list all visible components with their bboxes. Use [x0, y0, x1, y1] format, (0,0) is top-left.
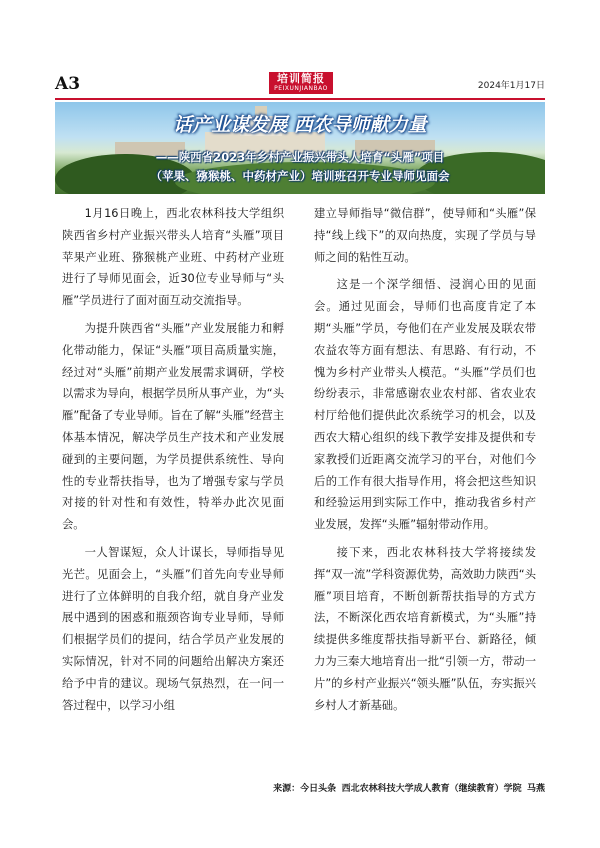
masthead-title: 培训简报 — [277, 72, 325, 85]
article-column-left — [62, 203, 284, 716]
article-paragraph: 为提升陕西省“头雁”产业发展能力和孵化带动能力，保证“头雁”项目高质量实施，经过对“头雁”前期产业发展需求调研，学校以需求为导向，根据学员所从事产业，为“头雁”配备了专业导师。旨在了解“头雁”经营主体基本情况，解决学员生产技术和产业发展碰到的主要问题，为学员提供系统性、导向性的专业帮扶指导，也为了增强专家与学员对接的针对性和有效性，特举办此次见面会。 — [62, 321, 284, 532]
source-credit: 来源：今日头条 西北农林科技大学成人教育（继续教育）学院 马燕 — [273, 784, 545, 794]
article-paragraph: 建立导师指导“微信群”，使导师和“头雁”保持“线上线下”的双向热度，实现了学员与导师之间的粘性互动。 — [314, 207, 536, 264]
article-paragraph: 一人智谋短，众人计谋长，导师指导见光芒。见面会上，“头雁”们首先向专业导师进行了立体鲜明的自我介绍，就自身产业发展中遇到的困惑和瓶颈咨询专业导师，导师们根据学员们的提问，结合学员产业发展的实际情况，针对不同的问题给出解决方案还给予中肯的建议。现场气氛热烈，在一问一答过程中，以学习小组 — [62, 545, 284, 712]
article-paragraph: 这是一个深学细悟、浸润心田的见面会。通过见面会，导师们也高度肯定了本期“头雁”学员，夸他们在产业发展及联农带农益农等方面有想法、有思路、有行动，不愧为乡村产业带头人模范。“头雁”学员们也纷纷表示，非常感谢农业农村部、省农业农村厅给他们提供此次系统学习的机会，以及西农大精心组织的线下教学安排及提供和专家教授们近距离交流学习的平台，对他们今后的工作有很大指导作用，将会把这些知识和经验运用到实际工作中，推动我省乡村产业发展，发挥“头雁”辐射带动作用。 — [314, 278, 536, 532]
page-number: A3 — [55, 74, 81, 94]
article-column-right — [314, 203, 536, 716]
headline-banner — [55, 102, 545, 194]
article-paragraph: 接下来，西北农林科技大学将接续发挥“双一流”学科资源优势，高效助力陕西“头雁”项目培育，不断创新帮扶指导的方式方法，不断深化西农培育新模式，为“头雁”持续提供多维度帮扶指导新平台、新路径，倾力为三秦大地培育出一批“引领一方，带动一片”的乡村产业振兴“领头雁”队伍，夯实振兴乡村人才新基础。 — [314, 545, 536, 712]
masthead-logo — [269, 72, 333, 94]
page-header — [55, 72, 545, 98]
masthead-pinyin: PEIXUNJIANBAO — [274, 85, 328, 92]
headline-title: 话产业谋发展 西农导师献力量 — [173, 114, 427, 136]
headline-subtitle: （苹果、猕猴桃、中药材产业）培训班召开专业导师见面会 — [150, 169, 450, 183]
header-divider — [55, 98, 545, 100]
issue-date: 2024年1月17日 — [477, 81, 545, 91]
headline-subtitle: ——陕西省2023年乡村产业振兴带头人培育“头雁”项目 — [155, 150, 445, 164]
article-paragraph: 1月16日晚上，西北农林科技大学组织陕西省乡村产业振兴带头人培育“头雁”项目苹果产业班、猕猴桃产业班、中药材产业班进行了导师见面会，近30位专业导师与“头雁”学员进行了面对面互动交流指导。 — [62, 207, 284, 308]
